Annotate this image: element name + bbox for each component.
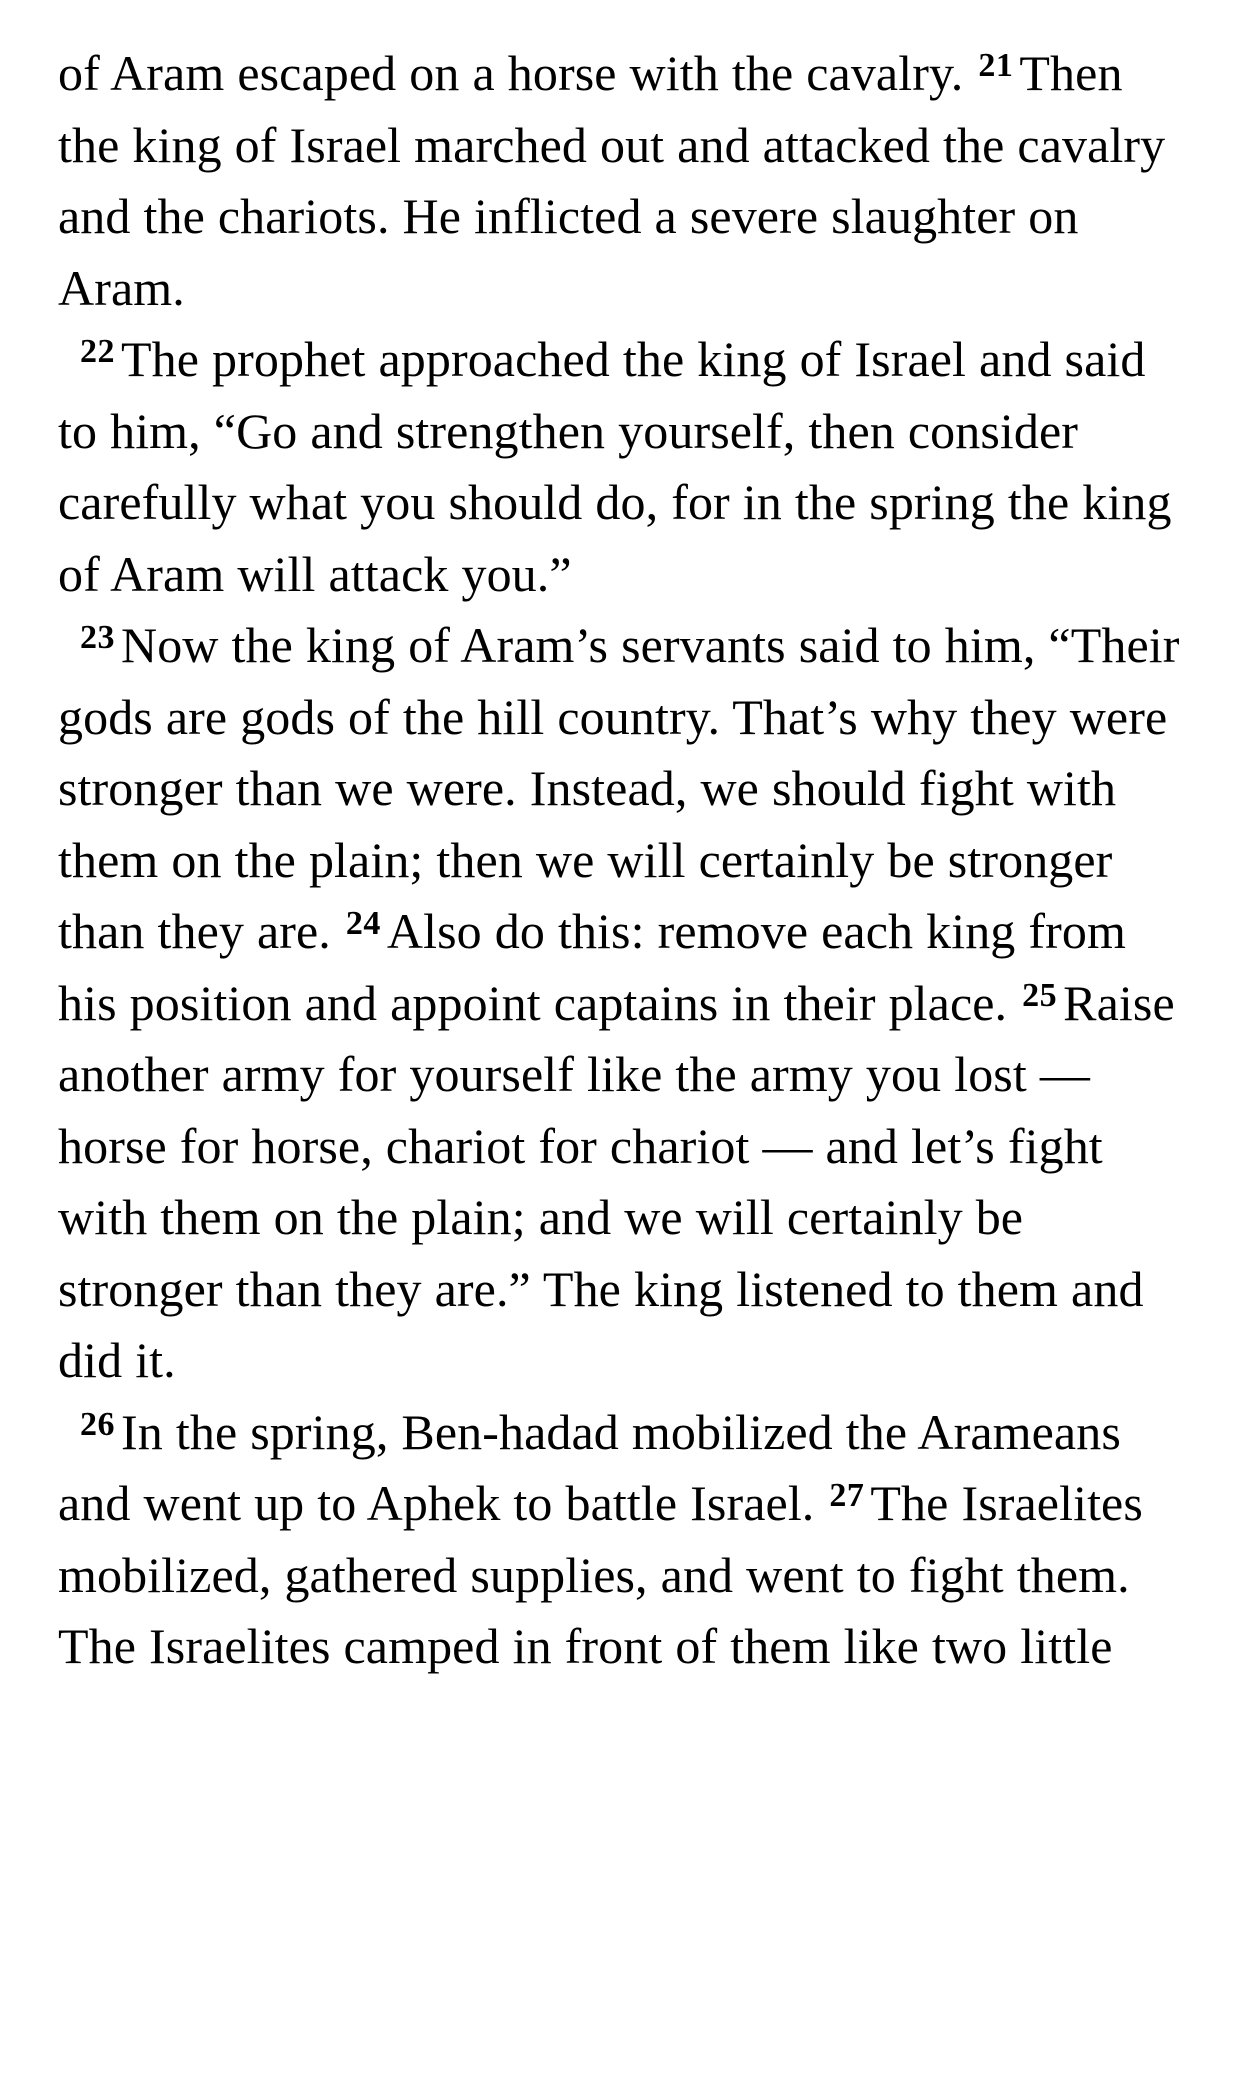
verse-paragraph [58, 610, 1190, 1397]
verse-text: In the spring, Ben-hadad mobilized the Arameans and went up to Aphek to battle Israel. [58, 1403, 1121, 1531]
verse-text: of Aram escaped on a horse with the cavalry. [58, 45, 977, 101]
verse-number: 26 [80, 1405, 115, 1443]
verse-text: The Israelites mobilized, gathered supplies, and went to fight them. The Israelites camped in front of them like two little [58, 1475, 1143, 1674]
verse-text: Raise another army for yourself like the army you lost — horse for horse, chariot for chariot — and let’s fight with them on the plain; and we will certainly be stronger than they are.” The king listened to them and did it. [58, 974, 1175, 1388]
verse-paragraph [58, 38, 1190, 324]
verse-text: Now the king of Aram’s servants said to him, “Their gods are gods of the hill country. That’s why they were stronger than we were. Instead, we should fight with them on the plain; then we will certainly be stronger than they are. [58, 617, 1180, 959]
verse-text: Also do this: remove each king from his position and appoint captains in their place. [58, 903, 1126, 1031]
verse-text: The prophet approached the king of Israel and said to him, “Go and strengthen yourself, then consider carefully what you should do, for in the spring the king of Aram will attack you.” [58, 331, 1172, 602]
verse-number: 25 [1022, 976, 1058, 1014]
verse-number: 21 [978, 47, 1014, 84]
scripture-text-body [58, 38, 1190, 1683]
verse-number: 24 [345, 905, 381, 942]
verse-number: 27 [829, 1477, 865, 1514]
verse-text: Then the king of Israel marched out and attacked the cavalry and the chariots. He inflicted a severe slaughter on Aram. [58, 45, 1166, 316]
verse-paragraph [58, 1397, 1190, 1683]
verse-number: 23 [80, 619, 115, 656]
verse-number: 22 [80, 333, 115, 370]
verse-paragraph [58, 324, 1190, 610]
